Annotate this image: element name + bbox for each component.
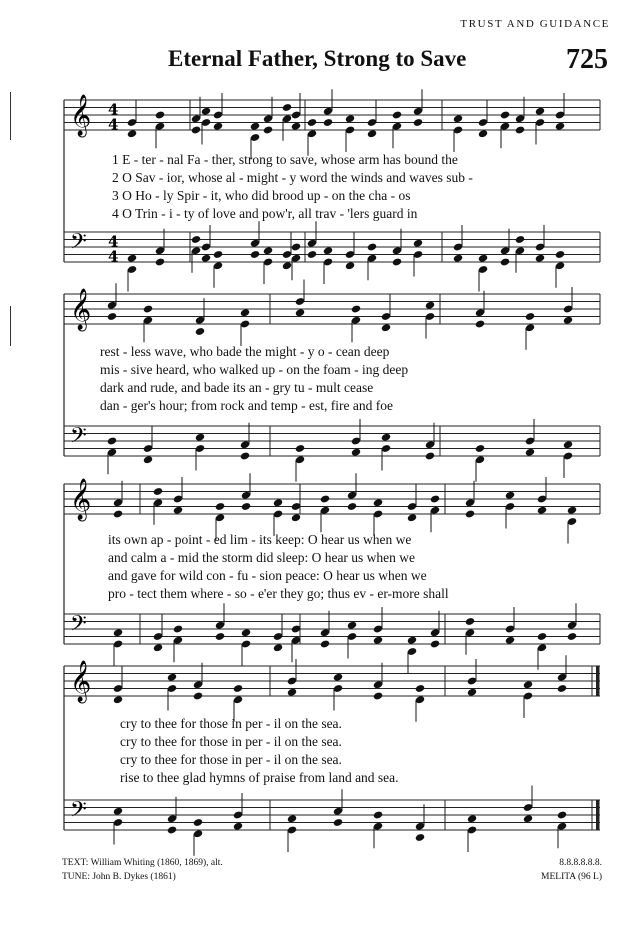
note-head [320,494,330,503]
lyric-line: mis - sive heard, who walked up - on the foam - ing deep [100,362,409,377]
note-head [282,261,292,270]
bass-clef-icon: 𝄢 [70,611,87,642]
note-head [113,807,123,816]
note-head [273,643,283,652]
note-head [567,632,577,641]
note-head [475,444,485,453]
note-head [291,513,301,522]
note-head [155,110,165,119]
lyric-line: rest - less wave, who bade the might - y o - cean deep [100,344,390,359]
note-head [535,107,545,116]
lyric-line: cry to thee for those in per - il on the sea. [120,716,342,731]
note-head [515,235,525,244]
lyric-line: and calm a - mid the storm did sleep: O hear us when we [108,550,416,565]
note-head [555,250,565,259]
time-signature: 4 [108,115,119,134]
note-head [240,308,250,317]
lyric-line: its own ap - point - ed lim - its keep: O hear us when we [108,532,412,547]
note-head [282,103,292,112]
note-head [425,301,435,310]
lyric-line: 1 E - ter - nal Fa - ther, strong to save, whose arm has bound the [112,152,458,167]
note-head [113,628,123,637]
note-head [515,125,525,134]
note-head [381,323,391,332]
note-head [525,448,535,457]
note-head [167,825,177,834]
note-head [392,257,402,266]
lyric-line: cry to thee for those in per - il on the sea. [120,734,342,749]
note-head [465,509,475,518]
note-head [193,818,203,827]
meter: 8.8.8.8.8.8. [559,858,602,868]
note-head [173,624,183,633]
note-head [567,506,577,515]
note-head [127,254,137,263]
note-head [250,250,260,259]
note-head [291,122,301,131]
note-head [367,129,377,138]
note-head [367,242,377,251]
lyric-line: pro - tect them where - so - e'er they go; thus ev - er-more shall [108,586,449,601]
note-head [523,680,533,689]
note-head [467,688,477,697]
note-head [505,491,515,500]
note-head [215,632,225,641]
note-head [425,451,435,460]
note-head [478,129,488,138]
note-head [191,125,201,134]
treble-clef-icon: 𝄞 [70,95,92,136]
note-head [241,502,251,511]
note-head [263,246,273,255]
note-head [563,316,573,325]
note-head [233,684,243,693]
note-head [373,810,383,819]
note-head [113,695,123,704]
hymn-number: 725 [566,44,608,75]
bass-clef-icon: 𝄢 [70,229,87,260]
treble-clef-icon: 𝄞 [70,289,92,330]
note-head [127,129,137,138]
note-head [415,684,425,693]
note-head [505,636,515,645]
note-head [291,242,301,251]
note-head [167,673,177,682]
note-head [373,498,383,507]
note-head [215,502,225,511]
note-head [557,684,567,693]
note-head [347,621,357,630]
note-head [430,494,440,503]
lyric-line: dan - ger's hour; from rock and temp - est, fire and foe [100,398,393,413]
lyric-line: cry to thee for those in per - il on the sea. [120,752,342,767]
note-head [373,636,383,645]
time-signature: 4 [108,247,119,266]
lyric-line: and gave for wild con - fu - sion peace: O hear us when we [108,568,427,583]
final-barline [596,800,600,830]
note-head [273,498,283,507]
note-head [333,673,343,682]
note-head [240,451,250,460]
note-head [323,246,333,255]
note-head [500,257,510,266]
note-head [535,254,545,263]
note-head [478,254,488,263]
note-head [213,122,223,131]
note-head [153,487,163,496]
lyric-line: 4 O Trin - i - ty of love and pow'r, all trav - 'lers guard in [112,206,418,221]
note-head [373,691,383,700]
note-head [537,632,547,641]
note-head [153,643,163,652]
note-head [195,327,205,336]
note-head [233,822,243,831]
note-head [191,235,201,244]
note-head [557,810,567,819]
note-head [287,814,297,823]
lyric-line: dark and rude, and bade its an - gry tu - mult cease [100,380,374,395]
note-head [195,433,205,442]
note-head [381,433,391,442]
bass-clef-icon: 𝄢 [70,797,87,828]
note-head [563,440,573,449]
text-credit: TEXT: William Whiting (1860, 1869), alt. [62,858,223,868]
note-head [475,319,485,328]
note-head [407,513,417,522]
note-head [250,122,260,131]
note-head [241,628,251,637]
note-head [413,239,423,248]
note-head [295,308,305,317]
hymn-title: Eternal Father, Strong to Save [168,46,467,71]
note-head [201,254,211,263]
note-head [113,509,123,518]
note-head [287,688,297,697]
note-head [467,814,477,823]
note-head [345,114,355,123]
note-head [213,250,223,259]
note-head [430,639,440,648]
note-head [392,110,402,119]
note-head [407,636,417,645]
note-head [537,506,547,515]
note-head [323,118,333,127]
note-head [307,118,317,127]
note-head [465,617,475,626]
treble-clef-icon: 𝄞 [70,479,92,520]
note-head [193,691,203,700]
note-head [107,312,117,321]
lyric-line: 2 O Sav - ior, whose al - might - y word the winds and waves sub - [112,170,473,185]
note-head [107,436,117,445]
note-head [351,448,361,457]
time-signature: 4 [108,232,119,251]
lyric-line: 3 O Ho - ly Spir - it, who did brood up - on the cha - os [112,188,411,203]
note-head [500,110,510,119]
note-head [173,506,183,515]
note-head [155,257,165,266]
note-head [201,107,211,116]
final-barline [596,666,600,696]
note-head [523,814,533,823]
time-signature: 4 [108,100,119,119]
note-head [307,250,317,259]
tune-credit: TUNE: John B. Dykes (1861) [62,872,176,882]
section-heading: TRUST AND GUIDANCE [460,18,610,30]
bass-clef-icon: 𝄢 [70,423,87,454]
note-head [143,304,153,313]
note-head [333,818,343,827]
note-head [351,304,361,313]
note-head [347,502,357,511]
note-head [295,444,305,453]
note-head [453,114,463,123]
lyric-line: rise to thee glad hymns of praise from land and sea. [120,770,399,785]
note-head [345,261,355,270]
note-head [555,122,565,131]
note-head [320,639,330,648]
note-head [453,254,463,263]
note-head [143,455,153,464]
note-head [415,833,425,842]
treble-clef-icon: 𝄞 [70,661,92,702]
note-head [263,125,273,134]
note-head [413,118,423,127]
note-head [525,312,535,321]
tune-name: MELITA (96 L) [541,872,602,882]
